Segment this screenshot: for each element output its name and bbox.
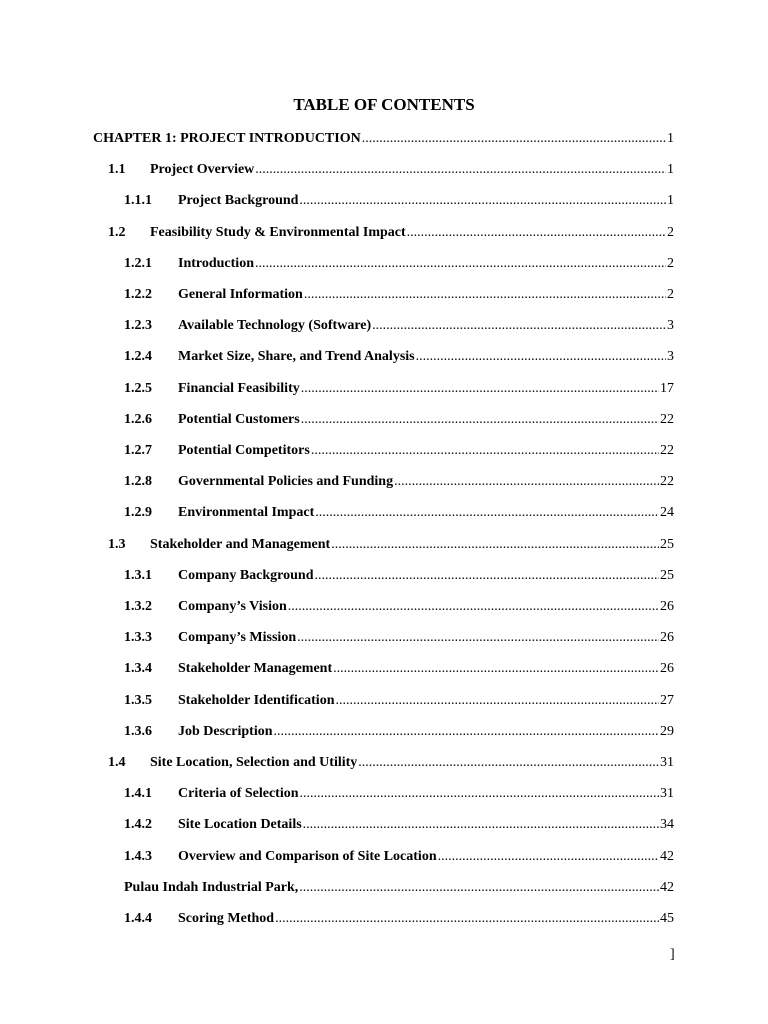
toc-entry-number: 1.2.3 — [124, 318, 152, 334]
toc-entry-title: Site Location Details — [178, 817, 302, 833]
toc-entry-title: CHAPTER 1: PROJECT INTRODUCTION — [93, 131, 361, 146]
toc-leader-dots — [299, 877, 659, 899]
toc-entry[interactable] — [108, 752, 674, 774]
toc-entry-title: Environmental Impact — [178, 505, 315, 521]
toc-entry[interactable] — [124, 471, 674, 493]
toc-entry-number: 1.3 — [108, 536, 126, 552]
toc-entry-number: 1.3.5 — [124, 692, 152, 708]
toc-entry-number: 1.1.1 — [124, 193, 152, 209]
toc-entry-title: Project Overview — [150, 162, 255, 178]
toc-leader-dots — [358, 752, 659, 774]
toc-entry-page: 2 — [667, 287, 674, 302]
toc-entry-number: 1.3.6 — [124, 723, 152, 739]
toc-entry[interactable] — [124, 690, 674, 712]
toc-entry[interactable] — [124, 721, 674, 743]
toc-entry-page: 27 — [660, 692, 674, 708]
toc-entry-number: 1.4.4 — [124, 911, 152, 926]
toc-entry-title: Site Location, Selection and Utility — [150, 755, 358, 770]
toc-entry-page: 31 — [660, 786, 674, 802]
toc-leader-dots — [301, 378, 659, 400]
toc-entry-page: 22 — [660, 474, 674, 490]
page-title: TABLE OF CONTENTS — [293, 95, 475, 114]
toc-entry-page: 25 — [660, 567, 674, 583]
toc-entry-number: 1.2.8 — [124, 474, 152, 490]
toc-leader-dots — [297, 627, 659, 649]
toc-leader-dots — [311, 440, 659, 462]
toc-entry-title: Job Description — [178, 723, 273, 739]
toc-entry-title: Company’s Vision — [178, 599, 287, 614]
toc-leader-dots — [315, 565, 659, 587]
toc-entry-number: 1.4.2 — [124, 817, 152, 833]
toc-entry[interactable] — [124, 877, 674, 899]
toc-entry-title: Pulau Indah Industrial Park, — [124, 879, 299, 895]
toc-entry-title: Available Technology (Software) — [178, 318, 372, 334]
toc-entry[interactable] — [124, 783, 674, 805]
toc-entry[interactable] — [124, 253, 674, 275]
toc-entry-number: 1.4.3 — [124, 848, 152, 864]
toc-entry-title: Overview and Comparison of Site Location — [178, 848, 437, 864]
toc-entry[interactable] — [124, 596, 674, 618]
toc-entry-page: 17 — [660, 380, 674, 396]
toc-entry-page: 22 — [660, 411, 674, 427]
toc-leader-dots — [372, 315, 666, 337]
toc-entry-page: 34 — [660, 817, 674, 833]
toc-entry-title: Financial Feasibility — [178, 380, 300, 396]
toc-entry[interactable] — [108, 159, 674, 181]
toc-leader-dots — [315, 502, 659, 524]
toc-entry[interactable] — [124, 502, 674, 524]
toc-entry-page: 22 — [660, 443, 674, 458]
toc-entry-title: Governmental Policies and Funding — [178, 474, 394, 490]
toc-entry-title: Company’s Mission — [178, 630, 297, 646]
toc-entry-page: 42 — [660, 879, 674, 895]
toc-entry-page: 42 — [660, 848, 674, 864]
toc-entry-page: 26 — [660, 599, 674, 614]
toc-leader-dots — [274, 721, 660, 743]
toc-entry-title: Stakeholder Management — [178, 661, 333, 677]
toc-entry-number: 1.2.6 — [124, 411, 152, 427]
toc-leader-dots — [299, 190, 666, 212]
toc-entry-title: Project Background — [178, 193, 299, 209]
toc-entry[interactable] — [124, 346, 674, 368]
toc-entry-number: 1.3.2 — [124, 599, 152, 614]
toc-entry-title: Potential Competitors — [178, 443, 310, 458]
toc-entry-number: 1.2.4 — [124, 349, 152, 365]
toc-leader-dots — [362, 128, 666, 150]
toc-leader-dots — [275, 908, 659, 930]
toc-entry[interactable] — [124, 627, 674, 649]
toc-entry-number: 1.2.2 — [124, 287, 152, 302]
toc-entry[interactable] — [124, 190, 674, 212]
toc-entry-number: 1.3.4 — [124, 661, 152, 677]
toc-entry-page: 31 — [660, 755, 674, 770]
toc-entry-number: 1.2 — [108, 224, 126, 240]
toc-entry-title: Criteria of Selection — [178, 786, 299, 802]
toc-entry[interactable] — [108, 222, 674, 244]
toc-entry-number: 1.2.5 — [124, 380, 152, 396]
toc-entry[interactable] — [124, 315, 674, 337]
toc-entry[interactable] — [108, 534, 674, 556]
toc-entry-number: 1.3.3 — [124, 630, 152, 646]
toc-leader-dots — [407, 222, 666, 244]
toc-entry-number: 1.2.9 — [124, 505, 152, 521]
toc-leader-dots — [304, 284, 666, 306]
toc-entry-title: General Information — [178, 287, 303, 302]
toc-entry-page: 2 — [667, 255, 674, 271]
toc-entry[interactable] — [124, 814, 674, 836]
toc-entry-title: Potential Customers — [178, 411, 300, 427]
toc-leader-dots — [300, 783, 659, 805]
toc-entry-number: 1.2.1 — [124, 255, 152, 271]
toc-leader-dots — [335, 690, 659, 712]
toc-entry[interactable] — [124, 908, 674, 930]
toc-entry-page: 2 — [667, 224, 674, 240]
toc-entry-page: 26 — [660, 630, 674, 646]
toc-leader-dots — [288, 596, 659, 618]
toc-entry-page: 3 — [667, 318, 674, 334]
toc-leader-dots — [255, 253, 666, 275]
toc-entry-number: 1.4.1 — [124, 786, 152, 802]
toc-entry-title: Company Background — [178, 567, 314, 583]
toc-entry[interactable] — [124, 378, 674, 400]
toc-entry-page: 1 — [667, 193, 674, 209]
toc-entry-page: 1 — [667, 131, 674, 146]
toc-leader-dots — [333, 658, 659, 680]
toc-leader-dots — [303, 814, 659, 836]
toc-entry[interactable] — [124, 284, 674, 306]
toc-entry-page: 26 — [660, 661, 674, 677]
toc-entry-page: 25 — [660, 536, 674, 552]
toc-leader-dots — [394, 471, 659, 493]
toc-entry-page: 1 — [667, 162, 674, 178]
toc-entry-number: 1.1 — [108, 162, 126, 178]
toc-leader-dots — [255, 159, 666, 181]
toc-leader-dots — [416, 346, 666, 368]
toc-entry-number: 1.2.7 — [124, 443, 152, 458]
toc-entry-page: 45 — [660, 911, 674, 926]
toc-entry-title: Scoring Method — [178, 911, 275, 926]
toc-entry-title: Market Size, Share, and Trend Analysis — [178, 349, 415, 365]
toc-leader-dots — [301, 409, 659, 431]
toc-entry-number: 1.3.1 — [124, 567, 152, 583]
toc-entry[interactable] — [124, 409, 674, 431]
toc-leader-dots — [438, 846, 659, 868]
toc-entry[interactable] — [93, 128, 674, 150]
toc-entry-title: Introduction — [178, 255, 254, 271]
toc-entry[interactable] — [124, 658, 674, 680]
toc-entry[interactable] — [124, 440, 674, 462]
toc-entry-title: Stakeholder and Management — [150, 536, 331, 552]
toc-entry-number: 1.4 — [108, 755, 126, 770]
toc-leader-dots — [331, 534, 659, 556]
toc-entry-title: Stakeholder Identification — [178, 692, 335, 708]
toc-entry[interactable] — [124, 565, 674, 587]
page-number: ] — [670, 947, 675, 962]
toc-entry-page: 29 — [660, 723, 674, 739]
toc-entry-page: 24 — [660, 505, 674, 521]
toc-entry-title: Feasibility Study & Environmental Impact — [150, 224, 406, 240]
toc-entry-page: 3 — [667, 349, 674, 365]
toc-entry[interactable] — [124, 846, 674, 868]
